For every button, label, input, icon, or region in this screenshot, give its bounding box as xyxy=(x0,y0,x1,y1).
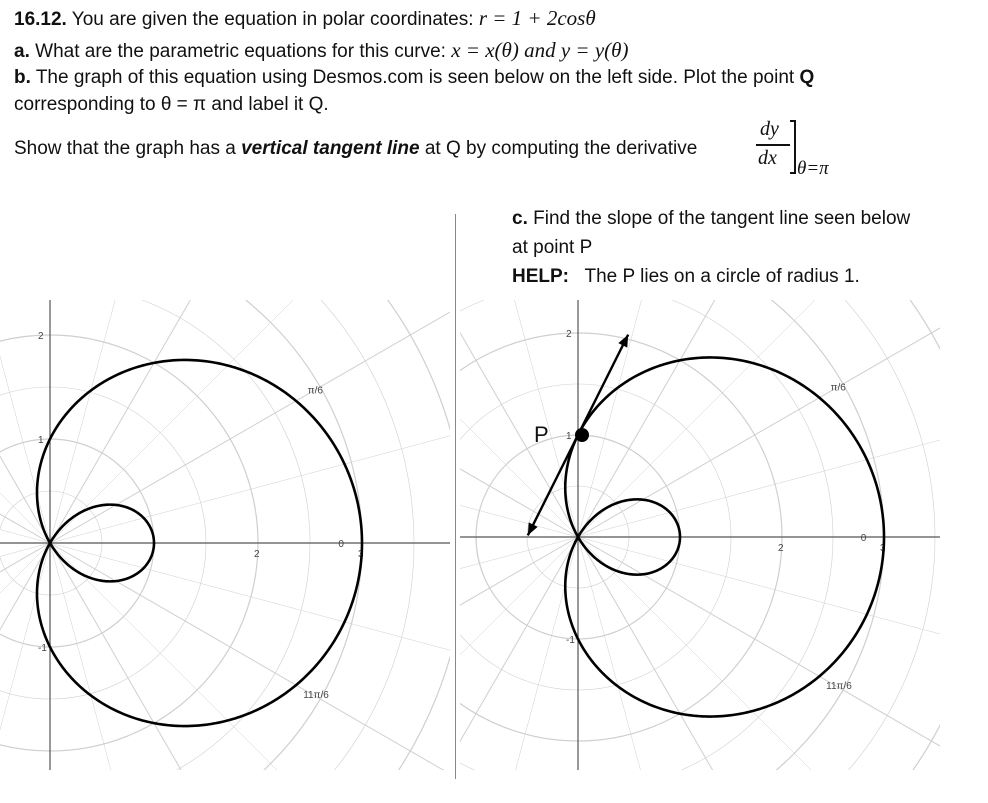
help-line xyxy=(512,266,860,288)
help-text: The P lies on a circle of radius 1. xyxy=(584,266,860,287)
point-p xyxy=(575,428,589,442)
grid-ray xyxy=(578,300,837,537)
part-b-label: b. xyxy=(14,67,31,88)
fraction-bar xyxy=(756,144,790,146)
grid-circle xyxy=(460,300,940,770)
grid-ray xyxy=(460,300,578,537)
angle-label: 0 xyxy=(338,539,344,550)
part-c-text-2: at point P xyxy=(512,237,593,258)
grid-ray xyxy=(460,537,578,770)
problem-line-1 xyxy=(14,6,596,31)
grid-ray xyxy=(460,300,578,537)
angle-label: π/6 xyxy=(830,382,846,394)
x-tick-label: 2 xyxy=(254,549,260,560)
y-tick-label: 2 xyxy=(38,331,44,342)
grid-ray xyxy=(578,537,940,770)
grid-ray xyxy=(460,300,578,537)
grid-ray xyxy=(578,300,940,537)
grid-ray xyxy=(460,300,578,537)
x-tick-label: 3 xyxy=(880,543,886,554)
y-tick-label: 1 xyxy=(566,431,572,442)
angle-label: 11π/6 xyxy=(826,680,852,692)
grid-circle xyxy=(0,300,450,770)
grid-circle xyxy=(460,300,940,770)
show-line xyxy=(14,138,697,160)
grid-ray xyxy=(460,300,578,537)
grid-ray xyxy=(460,537,578,770)
grid-circle xyxy=(460,300,940,770)
grid-ray xyxy=(578,537,940,770)
y-tick-label: -1 xyxy=(566,635,575,646)
grid-ray xyxy=(578,300,940,537)
problem-intro: You are given the equation in polar coordinates: xyxy=(71,9,474,30)
help-label: HELP: xyxy=(512,266,569,287)
part-b-line-2: corresponding to θ = π and label it Q. xyxy=(14,94,329,115)
grid-circle xyxy=(460,300,940,770)
grid-ray xyxy=(50,543,450,770)
grid-ray xyxy=(50,543,450,770)
x-tick-label: 2 xyxy=(778,543,784,554)
x-tick-label: 3 xyxy=(358,549,364,560)
grid-ray xyxy=(460,537,578,770)
part-b-line xyxy=(14,67,814,89)
grid-circle xyxy=(0,300,450,770)
problem-number: 16.12. xyxy=(14,9,67,30)
y-tick-label: -1 xyxy=(38,643,47,654)
grid-ray xyxy=(50,300,450,543)
grid-ray xyxy=(460,537,578,770)
y-tick-label: 2 xyxy=(566,329,572,340)
grid-ray xyxy=(0,543,50,770)
grid-circle xyxy=(0,300,450,770)
angle-label: 11π/6 xyxy=(303,689,329,701)
angle-label: π/6 xyxy=(307,385,323,397)
show-text-bold: vertical tangent line xyxy=(241,138,420,159)
grid-ray xyxy=(50,543,450,770)
grid-ray xyxy=(460,537,578,770)
eval-bracket xyxy=(790,120,796,174)
deriv-numerator: dy xyxy=(760,118,779,140)
grid-ray xyxy=(578,537,940,770)
grid-ray xyxy=(0,543,50,770)
grid-ray xyxy=(0,543,50,770)
part-a-line xyxy=(14,38,628,63)
polar-equation: r = 1 + 2cosθ xyxy=(478,6,596,30)
grid-ray xyxy=(50,543,450,770)
grid-ray xyxy=(50,300,450,543)
grid-ray xyxy=(50,300,309,543)
limacon-graph-left xyxy=(0,300,450,770)
grid-ray xyxy=(578,537,940,770)
grid-ray xyxy=(578,300,940,537)
limacon-graph-right xyxy=(460,300,940,770)
grid-circle xyxy=(460,300,940,770)
part-b-point: Q xyxy=(799,67,815,88)
grid-ray xyxy=(0,543,50,770)
column-divider xyxy=(455,214,456,779)
part-a-label: a. xyxy=(14,41,30,62)
grid-circle xyxy=(0,300,450,770)
angle-label: 0 xyxy=(860,533,867,544)
part-b-text: The graph of this equation using Desmos.com is seen below on the left side. Plot the point xyxy=(35,67,795,88)
y-tick-label: 1 xyxy=(38,435,44,446)
grid-ray xyxy=(50,300,450,543)
point-p-label: P xyxy=(534,422,549,447)
grid-ray xyxy=(578,300,940,537)
grid-circle xyxy=(0,300,450,770)
deriv-denominator: dx xyxy=(758,147,777,169)
part-a-text: What are the parametric equations for this curve: xyxy=(35,41,446,62)
grid-ray xyxy=(0,543,50,770)
deriv-subscript: θ=π xyxy=(797,158,829,179)
part-c-text-1: Find the slope of the tangent line seen below xyxy=(533,208,911,229)
show-text-1: Show that the graph has a xyxy=(14,138,236,159)
part-a-math: x = x(θ) and y = y(θ) xyxy=(451,38,629,62)
part-c-label: c. xyxy=(512,208,528,229)
grid-ray xyxy=(50,300,450,543)
grid-circle xyxy=(0,300,414,770)
part-c-line xyxy=(512,208,910,230)
show-text-2: at Q by computing the derivative xyxy=(424,138,698,159)
